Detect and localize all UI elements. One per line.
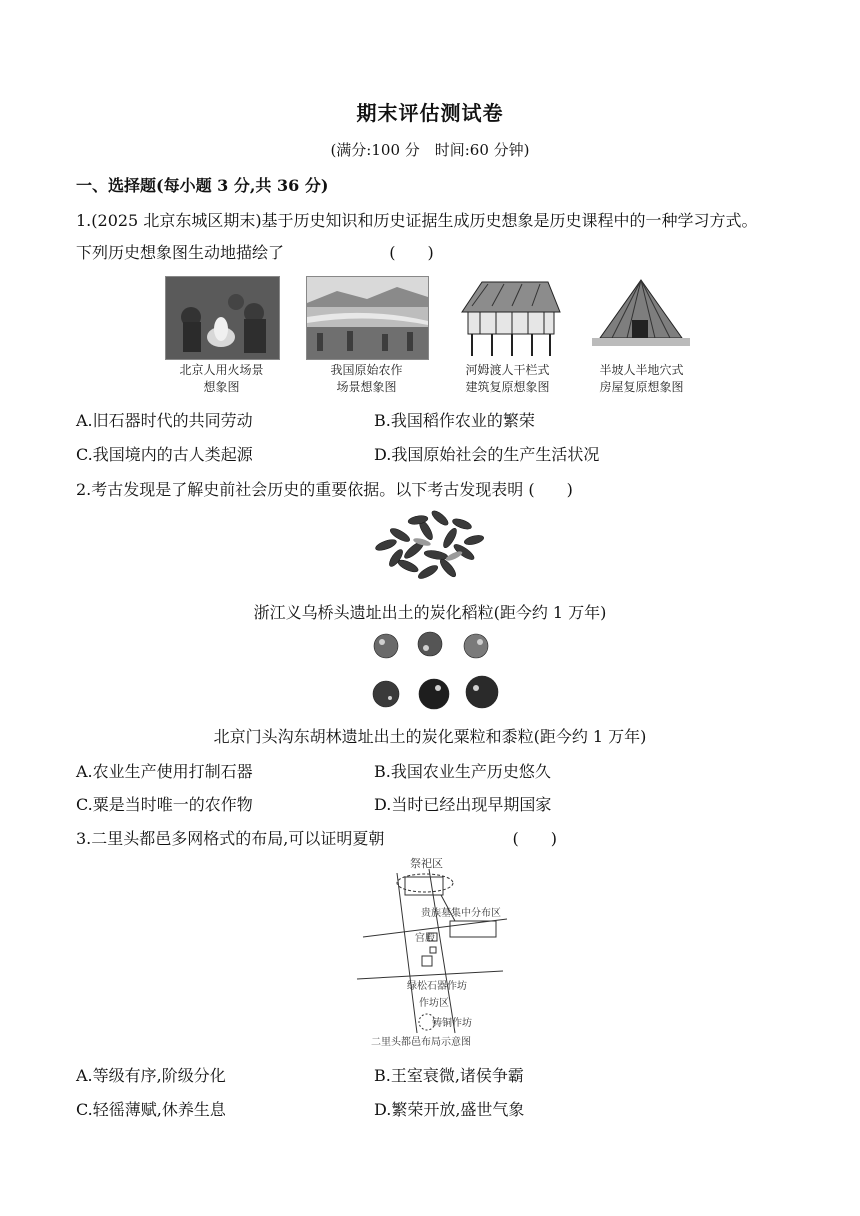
q2-stem bbox=[76, 477, 573, 500]
map-label-palace: 宫殿 bbox=[415, 933, 435, 944]
palace-block bbox=[422, 956, 432, 966]
q1-option-d[interactable]: D.我国原始社会的生产生活状况 bbox=[374, 445, 600, 464]
caption-line: 北京人用火场景 bbox=[179, 363, 264, 377]
q1-stem-line1: 1.(2025 北京东城区期末)基于历史知识和历史证据生成历史想象是历史课程中的一种学习方式。 bbox=[76, 211, 758, 230]
q3-stem bbox=[76, 826, 557, 849]
q2-caption-rice: 浙江义乌桥头遗址出土的炭化稻粒(距今约 1 万年) bbox=[253, 603, 607, 622]
q1-option-a[interactable]: A.旧石器时代的共同劳动 bbox=[76, 411, 253, 430]
exam-info: (满分:100 分 时间:60 分钟) bbox=[330, 141, 530, 159]
farming-scene-illustration bbox=[307, 277, 428, 359]
q3-option-d[interactable]: D.繁荣开放,盛世气象 bbox=[374, 1100, 525, 1119]
palace-block bbox=[430, 947, 436, 953]
q1-image-farming bbox=[306, 276, 429, 360]
map-label-sacrifice: 祭祀区 bbox=[410, 857, 443, 870]
q1-answer-paren: ( ) bbox=[389, 243, 434, 262]
q1-image-pit-house bbox=[592, 276, 690, 358]
q1-option-b[interactable]: B.我国稻作农业的繁荣 bbox=[374, 411, 535, 430]
pit-house-illustration bbox=[592, 276, 690, 358]
map-label-workshop: 作坊区 bbox=[419, 998, 449, 1009]
q2-image-millet bbox=[366, 626, 506, 718]
caption-line: 建筑复原想象图 bbox=[465, 380, 550, 394]
q3-erlitou-map bbox=[355, 855, 515, 1050]
q1-stem-line2 bbox=[76, 240, 434, 263]
q2-caption-millet: 北京门头沟东胡林遗址出土的炭化粟粒和黍粒(距今约 1 万年) bbox=[213, 727, 647, 746]
map-label-bronze: 铸铜作坊 bbox=[432, 1018, 472, 1029]
caption-line: 我国原始农作 bbox=[330, 363, 403, 377]
q3-option-b[interactable]: B.王室衰微,诸侯争霸 bbox=[374, 1066, 524, 1085]
carbonized-millet-illustration bbox=[366, 626, 506, 718]
caption-line: 场景想象图 bbox=[336, 380, 397, 394]
q2-option-d[interactable]: D.当时已经出现早期国家 bbox=[374, 795, 552, 814]
q1-caption-3 bbox=[446, 362, 569, 396]
q1-image-fire bbox=[165, 276, 280, 360]
map-title: 二里头都邑布局示意图 bbox=[371, 1037, 471, 1048]
q1-stem-text: 下列历史想象图生动地描绘了 bbox=[76, 243, 285, 262]
carbonized-rice-illustration bbox=[366, 500, 492, 590]
caption-line: 房屋复原想象图 bbox=[599, 380, 684, 394]
q2-stem-text: 2.考古发现是了解史前社会历史的重要依据。以下考古发现表明 bbox=[76, 480, 524, 499]
q3-stem-text: 3.二里头都邑多网格式的布局,可以证明夏朝 bbox=[76, 829, 385, 848]
map-road bbox=[357, 971, 503, 979]
q1-caption-4 bbox=[580, 362, 703, 396]
q3-option-a[interactable]: A.等级有序,阶级分化 bbox=[76, 1066, 226, 1085]
map-label-turquoise: 绿松石器作坊 bbox=[407, 981, 467, 992]
stilt-house-illustration bbox=[452, 276, 564, 358]
q2-option-a[interactable]: A.农业生产使用打制石器 bbox=[76, 762, 253, 781]
q1-caption-2 bbox=[305, 362, 428, 396]
q2-option-b[interactable]: B.我国农业生产历史悠久 bbox=[374, 762, 551, 781]
q3-answer-paren: ( ) bbox=[512, 829, 558, 848]
map-label-noble: 贵族墓集中分布区 bbox=[421, 908, 501, 919]
q2-answer-paren: ( ) bbox=[528, 480, 573, 499]
page-title: 期末评估测试卷 bbox=[356, 101, 504, 125]
q2-option-c[interactable]: C.粟是当时唯一的农作物 bbox=[76, 795, 253, 814]
section-heading: 一、选择题(每小题 3 分,共 36 分) bbox=[76, 176, 329, 195]
caption-line: 半坡人半地穴式 bbox=[599, 363, 684, 377]
map-road bbox=[363, 919, 507, 937]
caption-line: 河姆渡人干栏式 bbox=[465, 363, 550, 377]
q1-option-c[interactable]: C.我国境内的古人类起源 bbox=[76, 445, 253, 464]
q3-option-c[interactable]: C.轻徭薄赋,休养生息 bbox=[76, 1100, 226, 1119]
caption-line: 想象图 bbox=[203, 380, 240, 394]
q1-caption-1 bbox=[160, 362, 283, 396]
q2-image-rice bbox=[366, 500, 492, 590]
q1-image-stilt-house bbox=[452, 276, 564, 358]
fire-scene-illustration bbox=[166, 277, 279, 359]
erlitou-layout-map bbox=[355, 855, 515, 1050]
map-road bbox=[397, 873, 417, 1033]
